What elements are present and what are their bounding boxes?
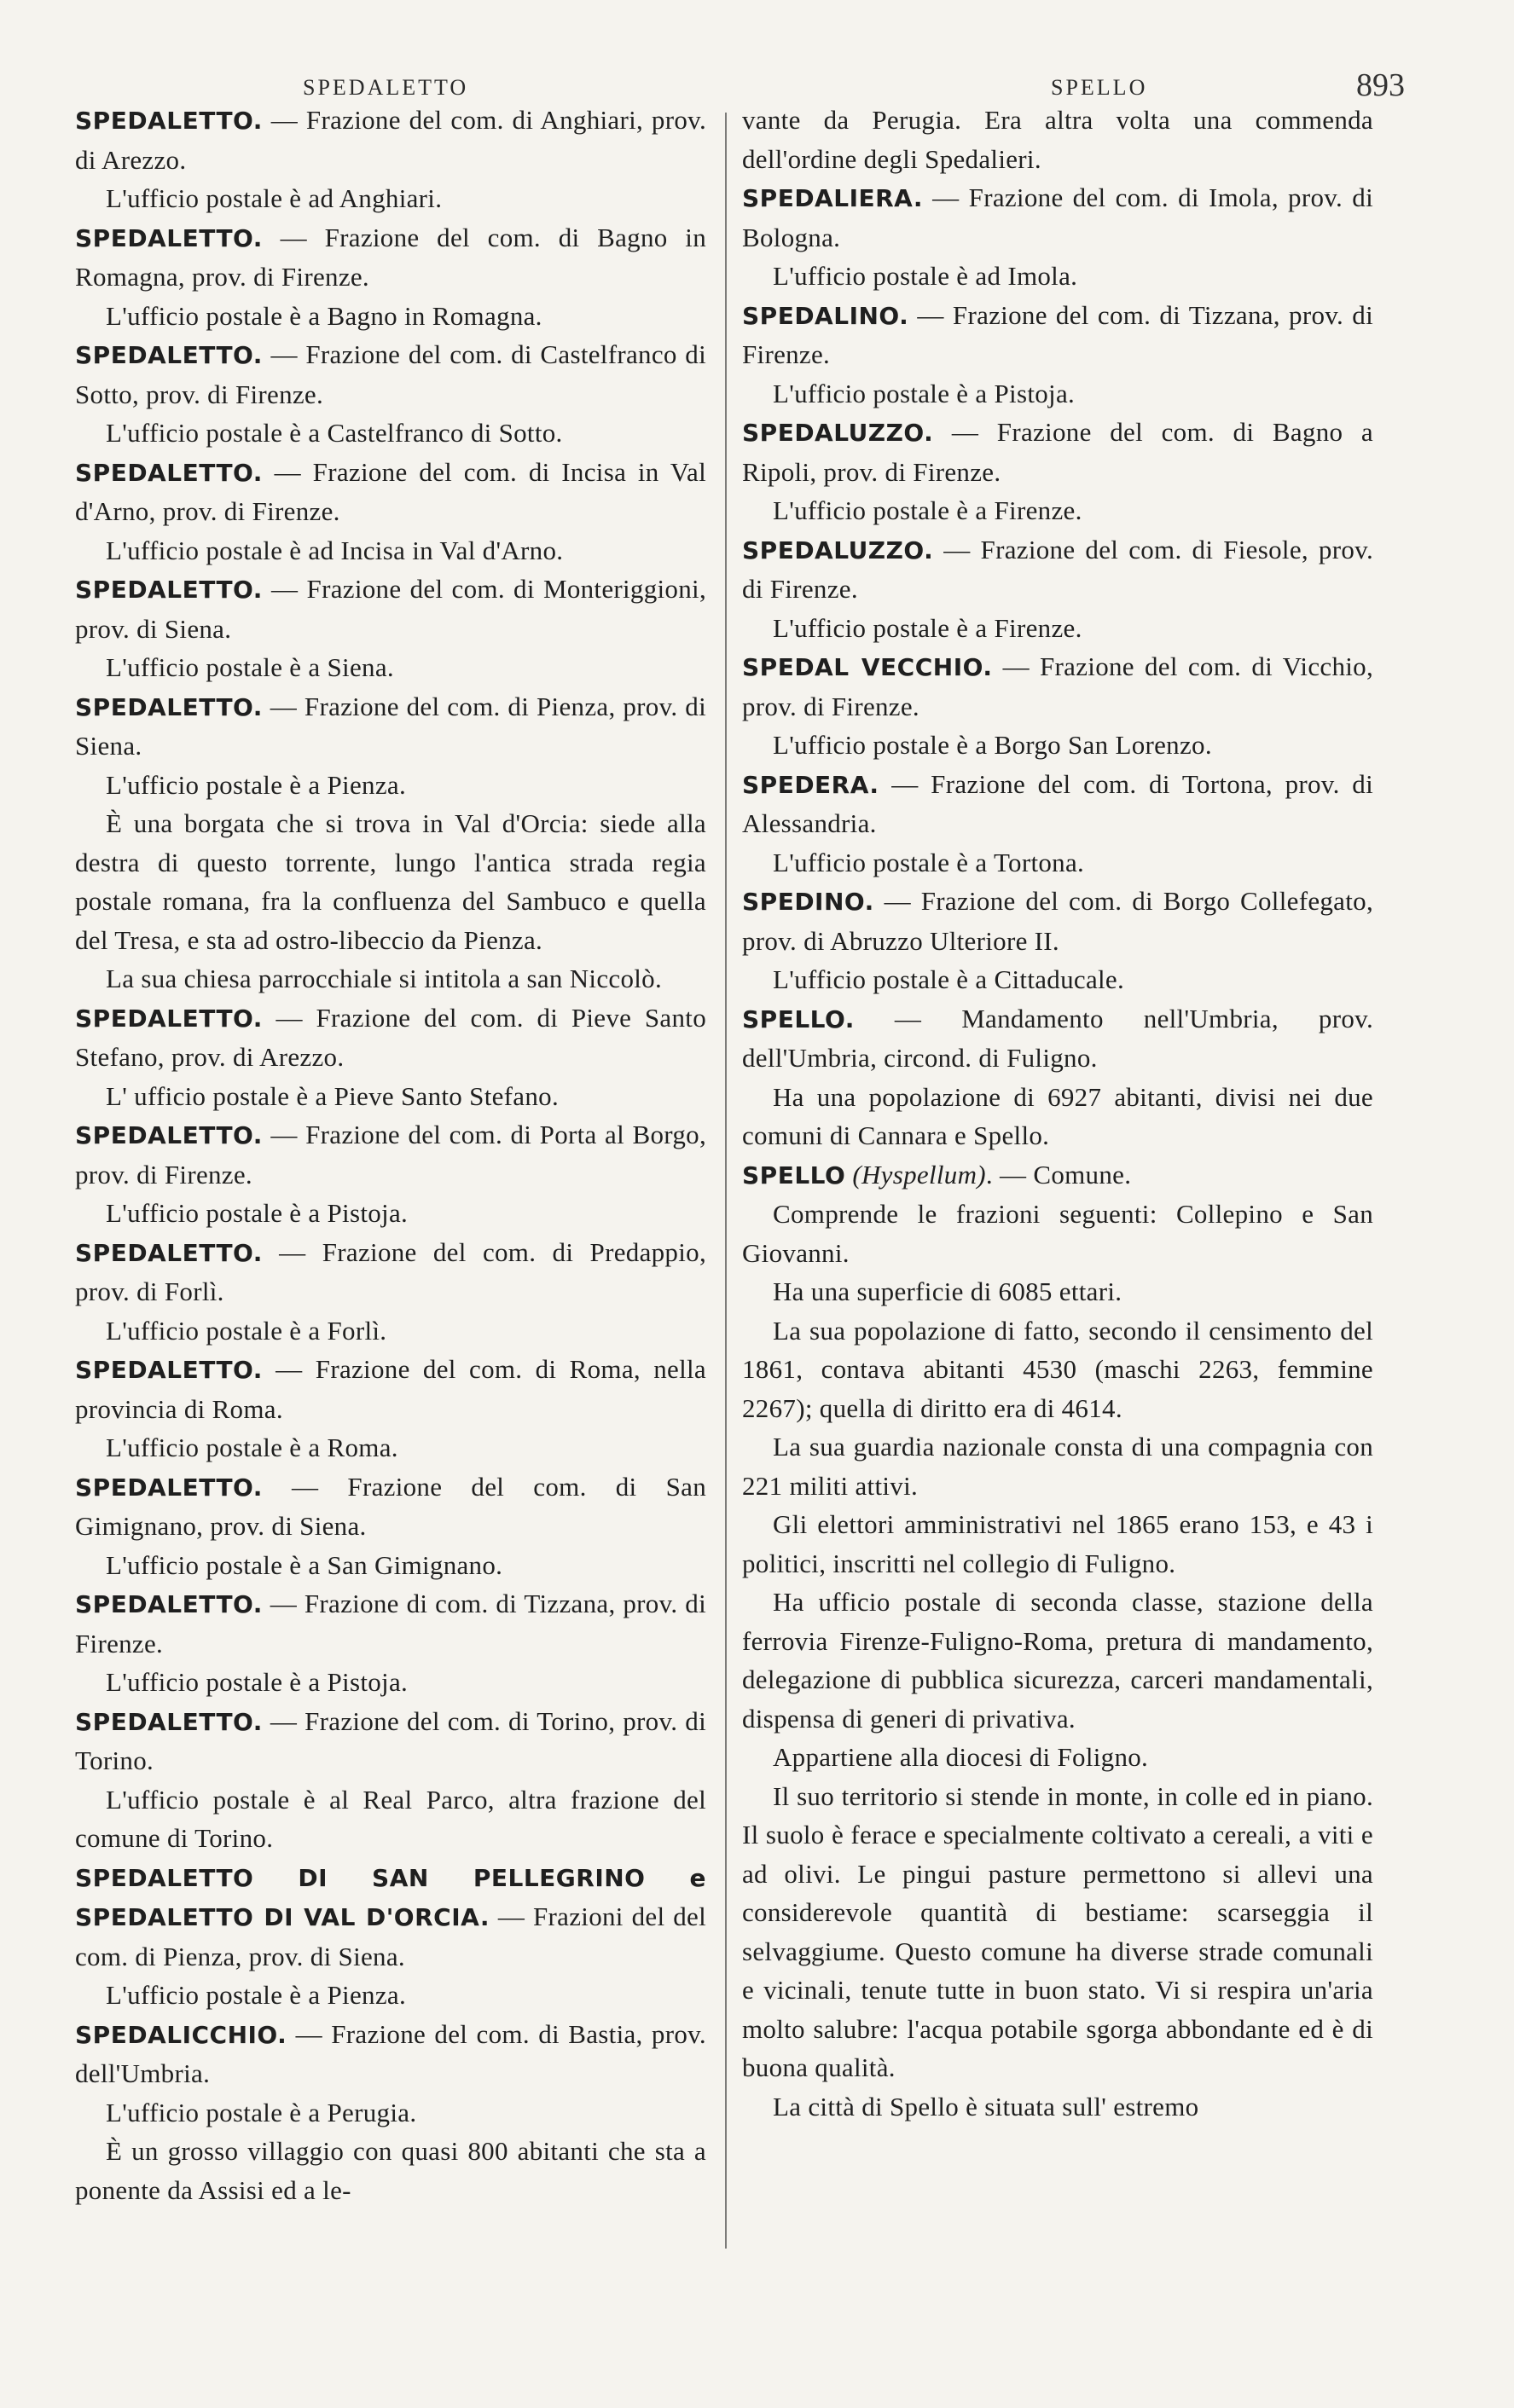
entry-paragraph: Appartiene alla diocesi di Foligno. bbox=[773, 1742, 1149, 1772]
entry-headword: SPEDALETTO. bbox=[75, 223, 263, 252]
entry-headword: SPELLO bbox=[742, 1161, 846, 1190]
entry-paragraph: L'ufficio postale è ad Anghiari. bbox=[106, 183, 443, 213]
dictionary-entry bbox=[75, 570, 706, 648]
entry-headword: SPEDALICCHIO. bbox=[75, 2020, 287, 2049]
dictionary-entry bbox=[75, 999, 706, 1077]
entry-latin-name: (Hyspellum) bbox=[852, 1159, 986, 1190]
dictionary-entry bbox=[75, 1350, 706, 1428]
entry-definition: — Frazione del com. di Bagno in Romagna, prov. di Firenze. bbox=[75, 222, 706, 292]
dictionary-entry bbox=[742, 1155, 1373, 1195]
entry-definition: — Frazione del com. di Roma, nella provincia di Roma. bbox=[75, 1354, 706, 1424]
column-divider bbox=[725, 113, 727, 2249]
entry-paragraph: L'ufficio postale è a San Gimignano. bbox=[106, 1549, 503, 1580]
entry-paragraph: L'ufficio postale è a Firenze. bbox=[773, 495, 1082, 525]
entry-headword: SPEDALETTO. bbox=[75, 458, 263, 487]
entry-headword: SPEDINO. bbox=[742, 888, 874, 916]
entry-definition: — Frazione del com. di Monteriggioni, prov. di Siena. bbox=[75, 574, 706, 644]
entry-paragraph: L'ufficio postale è ad Incisa in Val d'Arno. bbox=[106, 535, 564, 565]
entry-headword: SPEDALETTO. bbox=[75, 576, 263, 604]
dictionary-entry bbox=[75, 1702, 706, 1780]
entry-headword: SPEDALETTO. bbox=[75, 341, 263, 369]
dictionary-entry bbox=[75, 453, 706, 531]
entry-definition: — Frazione del com. di Bastia, prov. dell'Umbria. bbox=[75, 2018, 706, 2088]
entry-paragraph: L'ufficio postale è a Forlì. bbox=[106, 1315, 387, 1346]
entry-definition: . — Comune. bbox=[985, 1159, 1132, 1190]
entry-definition: — Frazione del com. di San Gimignano, prov. di Siena. bbox=[75, 1471, 706, 1541]
entry-paragraph: Gli elettori amministrativi nel 1865 erano 153, e 43 i politici, inscritti nel collegio di Fuligno. bbox=[742, 1509, 1373, 1578]
entry-paragraph: Ha una popolazione di 6927 abitanti, divisi nei due comuni di Cannara e Spello. bbox=[742, 1081, 1373, 1150]
entry-definition: — Frazione del com. di Fiesole, prov. di Firenze. bbox=[742, 534, 1373, 604]
dictionary-entry bbox=[75, 1858, 706, 1977]
entry-definition: — Frazione del com. di Tortona, prov. di Alessandria. bbox=[742, 768, 1373, 838]
dictionary-entry bbox=[75, 1233, 706, 1311]
entry-headword: SPEDALETTO DI SAN PELLEGRINO e SPEDALETTO DI VAL D'ORCIA. bbox=[75, 1863, 706, 1931]
entry-paragraph: Ha una superficie di 6085 ettari. bbox=[773, 1276, 1122, 1306]
entry-headword: SPEDALETTO. bbox=[75, 1238, 263, 1267]
dictionary-entry bbox=[742, 765, 1373, 843]
entry-paragraph: L'ufficio postale è al Real Parco, altra frazione del comune di Torino. bbox=[75, 1784, 706, 1853]
entry-headword: SPEDALUZZO. bbox=[742, 419, 934, 447]
entry-definition: — Frazione del com. di Imola, prov. di Bologna. bbox=[742, 182, 1373, 252]
entry-paragraph: La sua chiesa parrocchiale si intitola a san Niccolò. bbox=[106, 964, 663, 993]
entry-definition: — Frazione del com. di Incisa in Val d'Arno, prov. di Firenze. bbox=[75, 456, 706, 526]
entry-paragraph: L'ufficio postale è ad Imola. bbox=[773, 261, 1078, 291]
dictionary-entry bbox=[742, 647, 1373, 726]
dictionary-entry bbox=[742, 296, 1373, 374]
entry-definition: — Frazione del com. di Tizzana, prov. di Firenze. bbox=[742, 299, 1373, 369]
dictionary-entry bbox=[75, 687, 706, 766]
entry-headword: SPEDALETTO. bbox=[75, 107, 263, 135]
entry-continuation: vante da Perugia. Era altra volta una commenda dell'ordine degli Spedalieri. bbox=[742, 105, 1373, 174]
entry-definition: — Frazione del com. di Porta al Borgo, prov. di Firenze. bbox=[75, 1120, 706, 1190]
entry-paragraph: L'ufficio postale è a Roma. bbox=[106, 1433, 398, 1462]
entry-headword: SPEDALETTO. bbox=[75, 1004, 263, 1033]
running-head-left: SPEDALETTO bbox=[303, 75, 469, 100]
entry-paragraph: L'ufficio postale è a Borgo San Lorenzo. bbox=[773, 730, 1212, 760]
entry-paragraph: L'ufficio postale è a Tortona. bbox=[773, 847, 1085, 877]
entry-paragraph: Il suo territorio si stende in monte, in colle ed in piano. Il suolo è ferace e specialmente coltivato a cereali, a viti e ad olivi. Le pingui pasture permettono si allevi una considerevole quantità di bestiame: scarseggia il selvaggiume. Questo comune ha diverse strade comunali e vicinali, tenute tutte in buon stato. Vi si respira un'aria molto salubre: l'acqua potabile sgorga abbondante ed è di buona qualità. bbox=[742, 1780, 1373, 2082]
dictionary-entry bbox=[75, 218, 706, 297]
dictionary-entry bbox=[742, 530, 1373, 609]
entry-paragraph: L'ufficio postale è a Perugia. bbox=[106, 2097, 417, 2127]
entry-paragraph: La città di Spello è situata sull' estremo bbox=[773, 2091, 1199, 2121]
entry-definition: — Frazione del com. di Castelfranco di Sotto, prov. di Firenze. bbox=[75, 339, 706, 409]
dictionary-entry bbox=[742, 178, 1373, 257]
entry-paragraph: L'ufficio postale è a Pienza. bbox=[106, 1980, 407, 2010]
entry-headword: SPEDAL VECCHIO. bbox=[742, 653, 993, 681]
entry-definition: — Frazione del com. di Anghiari, prov. di Arezzo. bbox=[75, 105, 706, 175]
entry-paragraph: L'ufficio postale è a Siena. bbox=[106, 652, 394, 682]
dictionary-entry bbox=[742, 999, 1373, 1078]
entry-headword: SPEDALIERA. bbox=[742, 184, 923, 212]
entry-headword: SPEDALETTO. bbox=[75, 692, 263, 721]
entry-definition: — Frazione del com. di Bagno a Ripoli, prov. di Firenze. bbox=[742, 417, 1373, 487]
entry-paragraph: Comprende le frazioni seguenti: Collepino e San Giovanni. bbox=[742, 1199, 1373, 1268]
entry-definition: — Frazione del com. di Borgo Collefegato, prov. di Abruzzo Ulteriore II. bbox=[742, 886, 1373, 956]
entry-headword: SPEDERA. bbox=[742, 770, 879, 799]
entry-paragraph: L'ufficio postale è a Bagno in Romagna. bbox=[106, 300, 542, 331]
entry-paragraph: L'ufficio postale è a Pistoja. bbox=[106, 1198, 409, 1228]
entry-headword: SPEDALETTO. bbox=[75, 1356, 263, 1384]
entry-paragraph: La sua popolazione di fatto, secondo il censimento del 1861, contava abitanti 4530 (maschi 2263, femmine 2267); quella di diritto era di 4614. bbox=[742, 1315, 1373, 1423]
entry-paragraph: L'ufficio postale è a Pistoja. bbox=[106, 1667, 409, 1697]
entry-headword: SPEDALETTO. bbox=[75, 1707, 263, 1736]
dictionary-entry bbox=[75, 1467, 706, 1546]
entry-definition: — Frazione del com. di Torino, prov. di Torino. bbox=[75, 1705, 706, 1775]
entry-paragraph: È un grosso villaggio con quasi 800 abitanti che sta a ponente da Assisi ed a le- bbox=[75, 2136, 706, 2205]
running-head-right: SPELLO bbox=[1051, 75, 1148, 100]
entry-definition: — Frazione del com. di Vicchio, prov. di Firenze. bbox=[742, 651, 1374, 721]
entry-definition: — Frazione del com. di Pienza, prov. di Siena. bbox=[75, 691, 706, 761]
entry-definition: — Frazione del com. di Pieve Santo Stefano, prov. di Arezzo. bbox=[75, 1002, 706, 1072]
entry-headword: SPEDALETTO. bbox=[75, 1590, 263, 1618]
entry-paragraph: L'ufficio postale è a Cittaducale. bbox=[773, 964, 1125, 994]
entry-definition: — Frazione del com. di Predappio, prov. di Forlì. bbox=[75, 1236, 706, 1306]
dictionary-entry bbox=[742, 882, 1373, 960]
entry-definition: — Frazione di com. di Tizzana, prov. di Firenze. bbox=[75, 1589, 706, 1658]
entry-paragraph: L'ufficio postale è a Pienza. bbox=[106, 769, 407, 800]
dictionary-entry bbox=[75, 1115, 706, 1194]
entry-headword: SPEDALINO. bbox=[742, 301, 909, 330]
entry-headword: SPELLO. bbox=[742, 1004, 855, 1033]
entry-headword: SPEDALETTO. bbox=[75, 1473, 263, 1502]
entry-paragraph: È una borgata che si trova in Val d'Orcia: siede alla destra di questo torrente, lungo l'antica strada regia postale romana, fra la confluenza del Sambuco e quella del Tresa, e sta ad ostro-libeccio da Pienza. bbox=[75, 808, 706, 955]
right-column bbox=[742, 101, 1373, 2126]
entry-paragraph: L' ufficio postale è a Pieve Santo Stefano. bbox=[106, 1080, 559, 1111]
entry-paragraph: L'ufficio postale è a Firenze. bbox=[773, 612, 1082, 643]
dictionary-entry bbox=[75, 335, 706, 414]
entry-paragraph: Ha ufficio postale di seconda classe, stazione della ferrovia Firenze-Fuligno-Roma, pretura di mandamento, delegazione di pubblica sicurezza, carceri mandamentali, dispensa di generi di privativa. bbox=[742, 1587, 1373, 1734]
entry-headword: SPEDALUZZO. bbox=[742, 535, 934, 564]
entry-paragraph: L'ufficio postale è a Castelfranco di Sotto. bbox=[106, 418, 563, 448]
left-column bbox=[75, 101, 706, 2209]
entry-definition: — Mandamento nell'Umbria, prov. dell'Umbria, circond. di Fuligno. bbox=[742, 1003, 1373, 1073]
entry-paragraph: L'ufficio postale è a Pistoja. bbox=[773, 378, 1076, 408]
dictionary-entry bbox=[75, 2015, 706, 2093]
entry-headword: SPEDALETTO. bbox=[75, 1121, 263, 1149]
entry-paragraph: La sua guardia nazionale consta di una compagnia con 221 militi attivi. bbox=[742, 1432, 1373, 1501]
dictionary-entry bbox=[75, 101, 706, 179]
page-number: 893 bbox=[1356, 67, 1405, 103]
entry-definition: — Frazioni del del com. di Pienza, prov. di Siena. bbox=[75, 1902, 706, 1971]
dictionary-entry bbox=[75, 1584, 706, 1663]
dictionary-entry bbox=[742, 413, 1373, 491]
